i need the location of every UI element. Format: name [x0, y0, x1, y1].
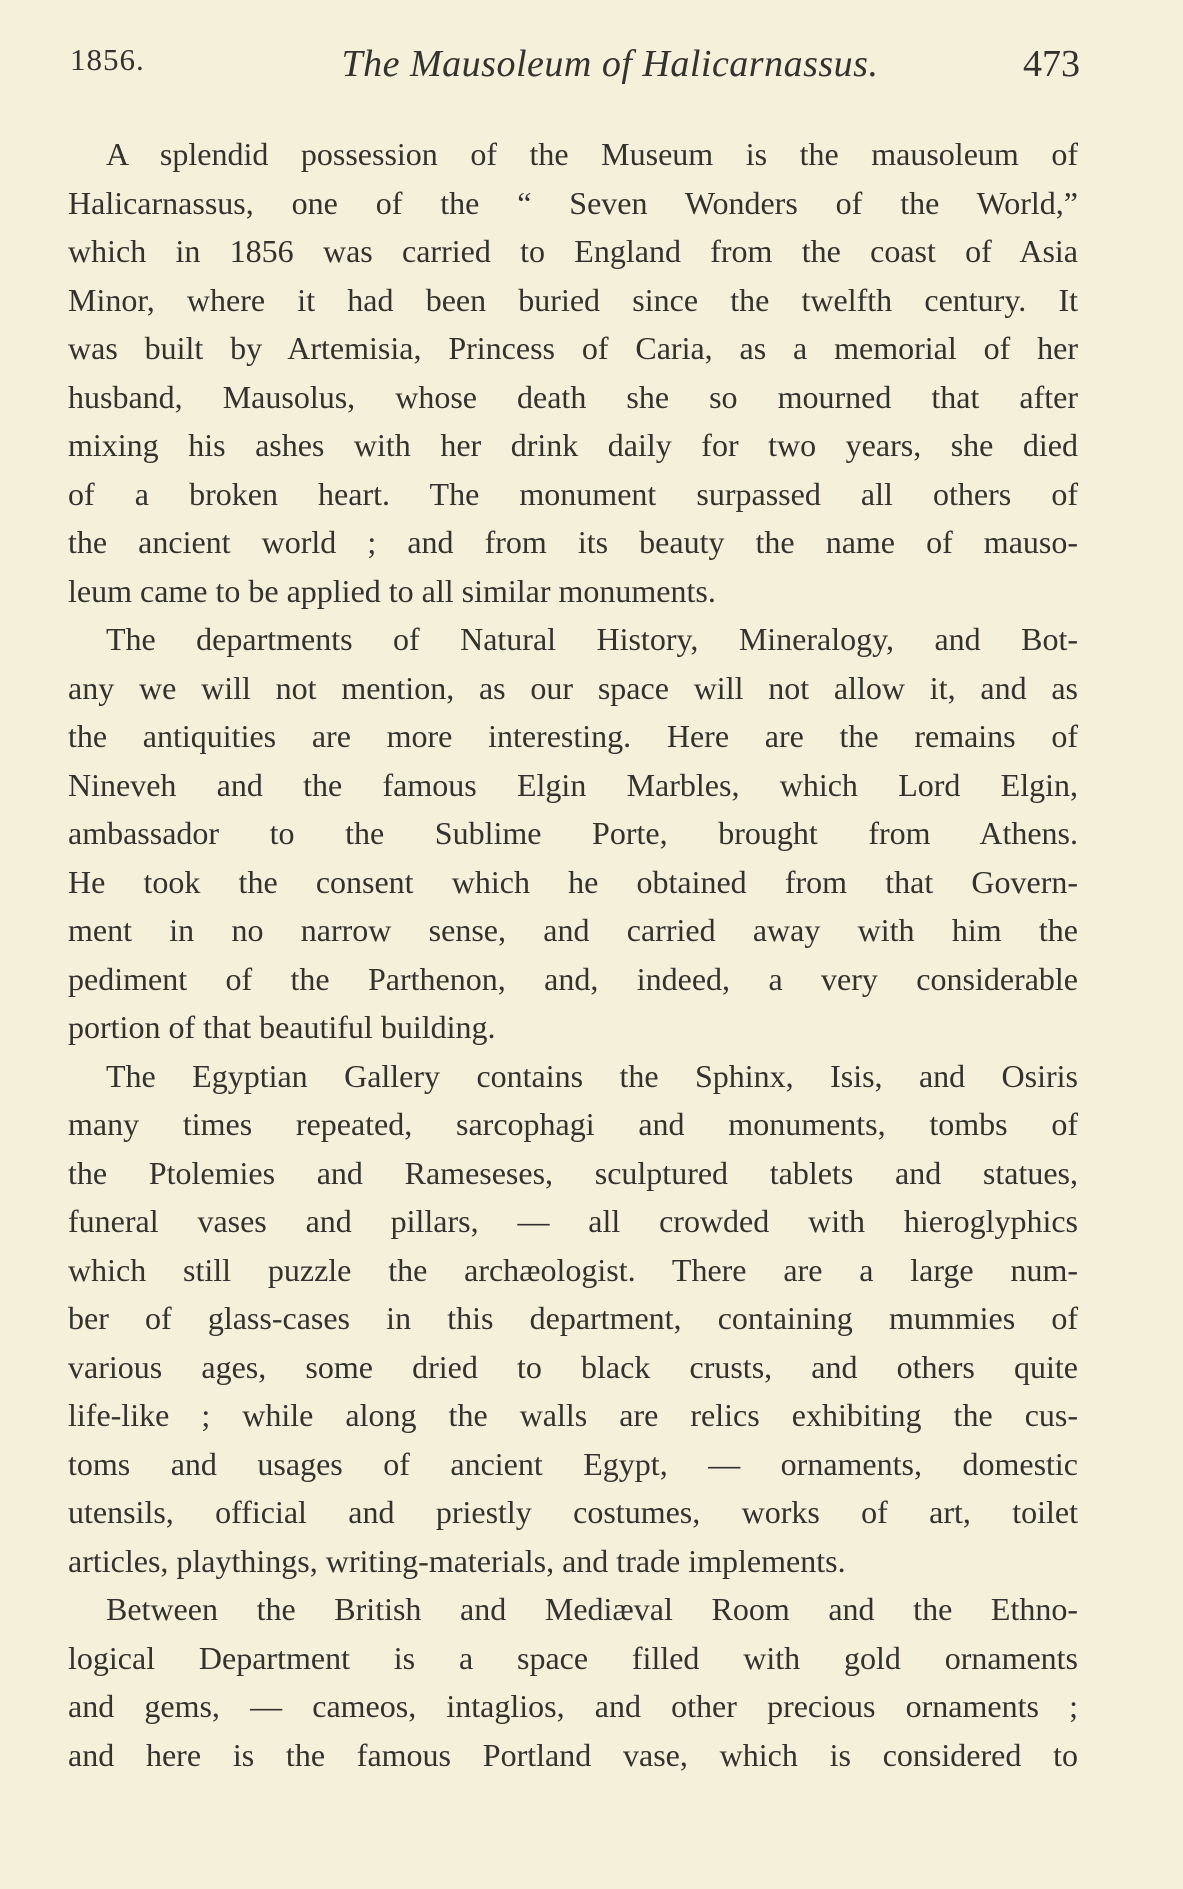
page-number: 473 — [1023, 43, 1080, 85]
text-line: ber of glass-cases in this department, containing mummies of — [68, 1300, 1078, 1336]
text-line: various ages, some dried to black crusts, and others quite — [68, 1348, 1078, 1385]
text-line: Between the British and Mediæval Room and the Ethno- — [106, 1591, 1078, 1627]
text-line: of a broken heart. The monument surpassed all others of — [68, 475, 1078, 512]
text-line: Minor, where it had been buried since the twelfth century. It — [68, 281, 1078, 318]
text-line: A splendid possession of the Museum is the mausoleum of — [106, 136, 1078, 172]
text-line: articles, playthings, writing-materials, and trade implements. — [68, 1542, 846, 1579]
paragraph — [68, 615, 1078, 1052]
text-line: and gems, — cameos, intaglios, and other precious ornaments ; — [68, 1688, 1078, 1724]
text-line: was built by Artemisia, Princess of Caria, as a memorial of her — [68, 330, 1078, 366]
text-line: husband, Mausolus, whose death she so mourned that after — [68, 378, 1078, 415]
text-line: ment in no narrow sense, and carried away with him the — [68, 912, 1078, 948]
text-line: the ancient world ; and from its beauty the name of mauso- — [68, 524, 1078, 560]
text-line: Nineveh and the famous Elgin Marbles, which Lord Elgin, — [68, 766, 1078, 803]
text-line: any we will not mention, as our space will not allow it, and as — [68, 669, 1078, 706]
header-year: 1856. — [70, 42, 145, 77]
text-line: which in 1856 was carried to England from the coast of Asia — [68, 233, 1078, 269]
paragraph — [68, 1585, 1078, 1779]
text-line: toms and usages of ancient Egypt, — ornaments, domestic — [68, 1445, 1078, 1482]
text-line: the antiquities are more interesting. Here are the remains of — [68, 718, 1078, 754]
header-title: The Mausoleum of Halicarnassus. — [341, 43, 879, 85]
body-text — [68, 130, 1078, 1779]
text-line: pediment of the Parthenon, and, indeed, a very considerable — [68, 960, 1078, 997]
text-line: mixing his ashes with her drink daily for two years, she died — [68, 427, 1078, 463]
text-line: leum came to be applied to all similar monuments. — [68, 572, 716, 609]
text-line: Halicarnassus, one of the “ Seven Wonders of the World,” — [68, 184, 1078, 221]
text-line: utensils, official and priestly costumes, works of art, toilet — [68, 1494, 1078, 1530]
running-head — [70, 42, 1080, 92]
text-line: He took the consent which he obtained from that Govern- — [68, 863, 1078, 900]
text-line: many times repeated, sarcophagi and monuments, tombs of — [68, 1106, 1078, 1142]
text-line: ambassador to the Sublime Porte, brought from Athens. — [68, 815, 1078, 851]
text-line: and here is the famous Portland vase, which is considered to — [68, 1736, 1078, 1773]
paragraph — [68, 1052, 1078, 1586]
text-line: funeral vases and pillars, — all crowded with hieroglyphics — [68, 1203, 1078, 1239]
text-line: the Ptolemies and Rameseses, sculptured tablets and statues, — [68, 1154, 1078, 1191]
paragraph — [68, 130, 1078, 615]
text-line: The departments of Natural History, Mineralogy, and Bot- — [106, 621, 1078, 657]
text-line: life-like ; while along the walls are relics exhibiting the cus- — [68, 1397, 1078, 1433]
text-line: portion of that beautiful building. — [68, 1009, 496, 1045]
text-line: logical Department is a space filled with gold ornaments — [68, 1639, 1078, 1676]
text-line: The Egyptian Gallery contains the Sphinx, Isis, and Osiris — [106, 1057, 1078, 1094]
text-line: which still puzzle the archæologist. There are a large num- — [68, 1251, 1078, 1288]
